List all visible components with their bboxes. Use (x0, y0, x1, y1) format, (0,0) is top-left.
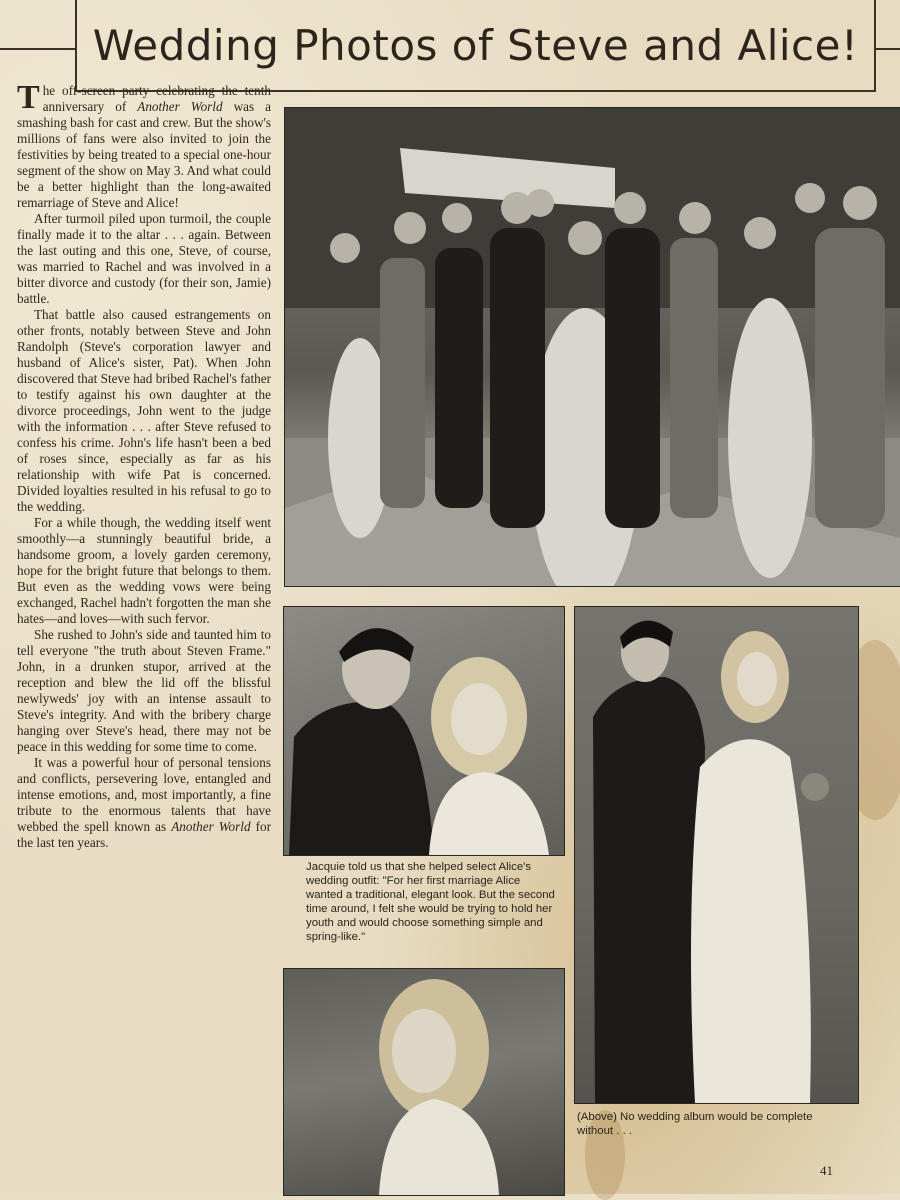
paragraph-4: For a while though, the wedding itself went smoothly—a stunningly beautiful bride, a handsome groom, a lovely garden ceremony, hope for the bright future that belongs to them. But even as the wedding vows were being exchanged, Rachel hadn't forgotten the man she hates—and loves—with such fervor. (17, 515, 271, 626)
show-title: Another World (171, 819, 251, 834)
outfit-caption: Jacquie told us that she helped select Alice's wedding outfit: "For her first marriage Alice wanted a traditional, elegant look. But the second time around, I felt she would be trying to hold her youth and would choose something simple and spring-like." (306, 861, 555, 943)
wedding-group-photo (284, 107, 900, 587)
paragraph-text: for the last ten years. (17, 819, 271, 850)
bride-photo-illustration (284, 969, 564, 1195)
couple-closeup-photo (283, 606, 565, 856)
page-number: 41 (820, 1163, 833, 1178)
title-rule-left (0, 48, 75, 50)
paragraph-2: After turmoil piled upon turmoil, the couple finally made it to the altar . . . again. Between the last outing and this one, Steve, of course, was married to Rachel and was involved in a bitter divorce and custody (for their son, Jamie) battle. (17, 211, 271, 306)
paragraph-text: was a smashing bash for cast and crew. But the show's millions of fans were also invited to join the festivities by being treated to a special one-hour segment of the show on May 3. And what could be a better highlight than the long-awaited remarriage of Steve and Alice! (17, 99, 271, 210)
paragraph-6 (17, 755, 271, 851)
article-body (17, 79, 271, 851)
couple-full-length-photo (574, 606, 859, 1104)
title-box (75, 0, 876, 92)
paragraph-5: She rushed to John's side and taunted him to tell everyone "the truth about Steven Frame." John, in a drunken stupor, arrived at the reception and blew the lid off the blissful newlyweds' joy with an intense assault to Steve's integrity. And with the bribery charge hanging over Steve's head, there may not be peace in this wedding for some time to come. (17, 627, 271, 754)
full-length-illustration (575, 607, 858, 1103)
paragraph-text: It was a powerful hour of personal tensions and conflicts, persevering love, entangled and intense emotions, and, most importantly, a fine tribute to the enormous talents that have webbed the spell known as (17, 755, 271, 834)
album-caption: (Above) No wedding album would be complete without . . . (577, 1111, 813, 1137)
couple-photo-illustration (284, 607, 564, 855)
paragraph-1 (17, 79, 271, 211)
page-title: Wedding Photos of Steve and Alice! (92, 20, 859, 70)
paragraph-3: That battle also caused estrangements on other fronts, notably between Steve and John Randolph (Steve's corporation lawyer and husband of Alice's sister, Pat). When John discovered that Steve had bribed Rachel's father to testify against his own daughter at the divorce proceedings, John went to the judge with the information . . . after Steve refused to confess his crime. John's life hasn't been a bed of roses since, especially as far as his relationship with wife Pat is concerned. Divided loyalties resulted in his refusal to go to the wedding. (17, 307, 271, 514)
title-rule-right (876, 48, 900, 50)
dropcap: T (17, 79, 40, 116)
group-photo-illustration (285, 108, 900, 586)
bride-portrait-photo (283, 968, 565, 1196)
paragraph-text: he off-screen party celebrating the tenth anniversary of (42, 83, 271, 114)
show-title: Another World (137, 99, 223, 114)
